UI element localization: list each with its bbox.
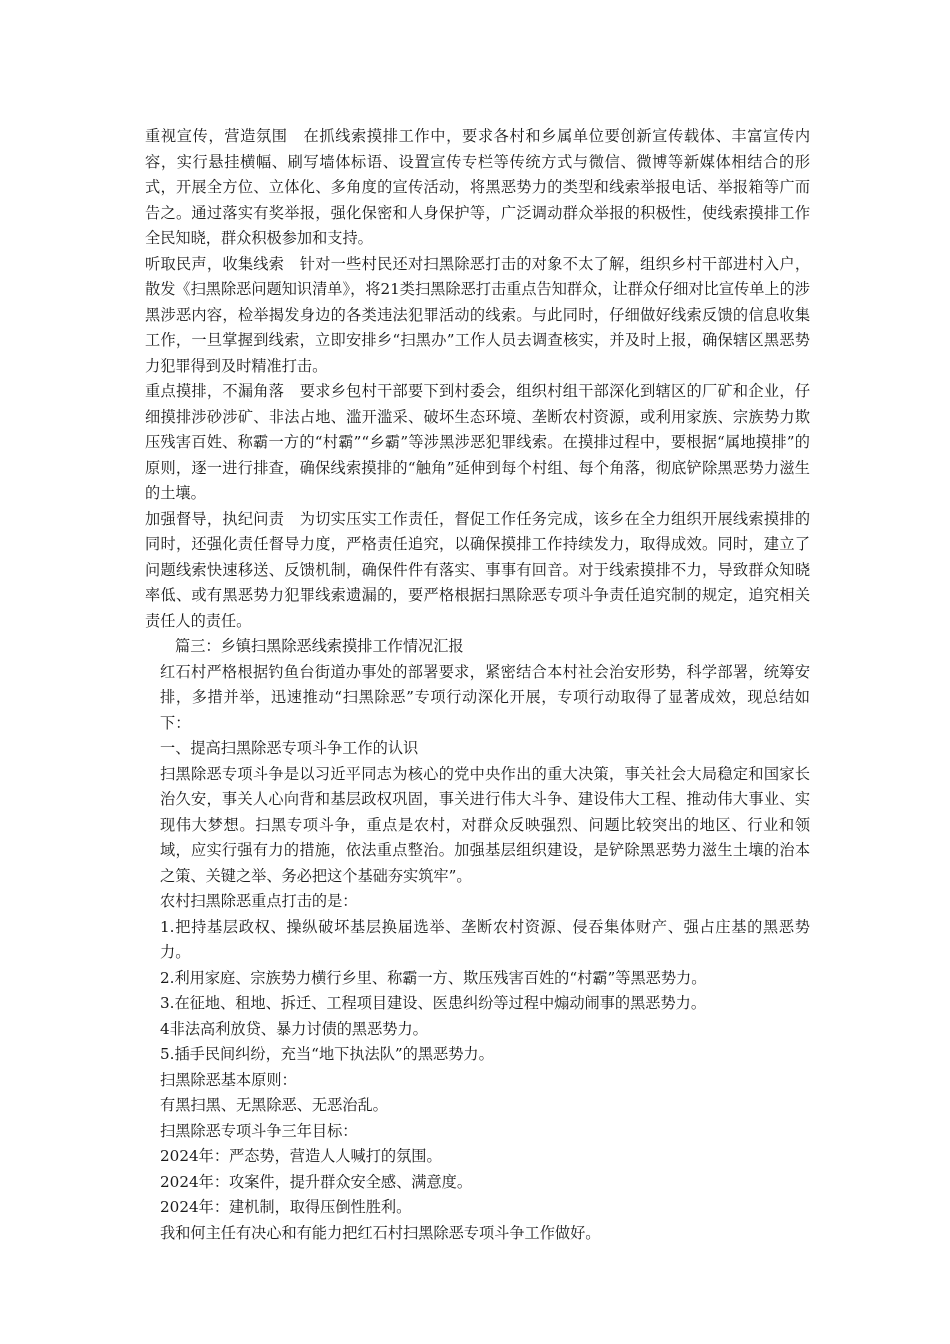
goal-item: 2024年：攻案件，提升群众安全感、满意度。 xyxy=(160,1172,473,1191)
list-item: 1.把持基层政权、操纵破坏基层换届选举、垄断农村资源、侵吞集体财产、强占庄基的黑恶势力。 xyxy=(160,917,810,961)
paragraph-supervision: 加强督导，执纪问责 为切实压实工作责任，督促工作任务完成，该乡在全力组织开展线索摸排的同时，还强化责任督导力度，严格责任追究，以确保摸排工作持续发力，取得成效。同时，建立了问题线索快速移送、反馈机制，确保件件有落实、事事有回音。对于线索摸排不力，导致群众知晓率低、或有黑恶势力犯罪线索遗漏的，要严格根据扫黑除恶专项斗争责任追究制的规定，追究相关责任人的责任。 xyxy=(145,509,810,630)
paragraph-intro: 红石村严格根据钓鱼台街道办事处的部署要求，紧密结合本村社会治安形势，科学部署，统筹安排，多措并举，迅速推动“扫黑除恶”专项行动深化开展，专项行动取得了显著成效，现总结如下： xyxy=(160,662,810,732)
closing-statement: 我和何主任有决心和有能力把红石村扫黑除恶专项斗争工作做好。 xyxy=(160,1223,601,1242)
paragraph-publicity: 重视宣传，营造氛围 在抓线索摸排工作中，要求各村和乡属单位要创新宣传载体、丰富宣传内容，实行悬挂横幅、刷写墙体标语、设置宣传专栏等传统方式与微信、微博等新媒体相结合的形式，开展全方位、立体化、多角度的宣传活动，将黑恶势力的类型和线索举报电话、举报箱等广而告之。通过落实有奖举报，强化保密和人身保护等，广泛调动群众举报的积极性，使线索摸排工作全民知晓，群众积极参加和支持。 xyxy=(145,127,810,247)
goals-label: 扫黑除恶专项斗争三年目标： xyxy=(160,1121,358,1140)
list-item: 4非法高利放贷、暴力讨债的黑恶势力。 xyxy=(160,1019,428,1038)
paragraph-collect-clues: 听取民声，收集线索 针对一些村民还对扫黑除恶打击的对象不太了解，组织乡村干部进村入户，散发《扫黑除恶问题知识清单》，将21类扫黑除恶打击重点告知群众，让群众仔细对比宣传单上的涉黑涉恶内容，检举揭发身边的各类违法犯罪活动的线索。与此同时，仔细做好线索反馈的信息收集工作，一旦掌握到线索，立即安排乡“扫黑办”工作人员去调查核实，并及时上报，确保辖区黑恶势力犯罪得到及时精准打击。 xyxy=(145,254,810,375)
goal-item: 2024年：严态势，营造人人喊打的氛围。 xyxy=(160,1147,442,1165)
principles-text: 有黑扫黑、无黑除恶、无恶治乱。 xyxy=(160,1096,388,1114)
list-intro: 农村扫黑除恶重点打击的是： xyxy=(160,892,358,910)
goal-item: 2024年：建机制，取得压倒性胜利。 xyxy=(160,1198,412,1216)
list-item: 2.利用家庭、宗族势力横行乡里、称霸一方、欺压残害百姓的“村霸”等黑恶势力。 xyxy=(160,968,707,987)
list-item: 3.在征地、租地、拆迁、工程项目建设、医患纠纷等过程中煽动闹事的黑恶势力。 xyxy=(160,994,707,1012)
subheading-awareness: 一、提高扫黑除恶专项斗争工作的认识 xyxy=(160,739,419,757)
paragraph-significance: 扫黑除恶专项斗争是以习近平同志为核心的党中央作出的重大决策，事关社会大局稳定和国家长治久安，事关人心向背和基层政权巩固，事关进行伟大斗争、建设伟大工程、推动伟大事业、实现伟大梦想。扫黑专项斗争，重点是农村，对群众反映强烈、问题比较突出的地区、行业和领域，应实行强有力的措施，依法重点整治。加强基层组织建设，是铲除黑恶势力滋生土壤的治本之策、关键之举、务必把这个基础夯实筑牢”。 xyxy=(160,764,810,885)
paragraph-key-investigation: 重点摸排，不漏角落 要求乡包村干部要下到村委会，组织村组干部深化到辖区的厂矿和企业，仔细摸排涉砂涉矿、非法占地、滥开滥采、破坏生态环境、垄断农村资源，或利用家族、宗族势力欺压残害百姓、称霸一方的“村霸”“乡霸”等涉黑涉恶犯罪线索。在摸排过程中，要根据“属地摸排”的原则，逐一进行排查，确保线索摸排的“触角”延伸到每个村组、每个角落，彻底铲除黑恶势力滋生的土壤。 xyxy=(145,382,810,502)
document-body xyxy=(145,124,810,1246)
list-item: 5.插手民间纠纷，充当“地下执法队”的黑恶势力。 xyxy=(160,1045,494,1063)
section-heading: 篇三：乡镇扫黑除恶线索摸排工作情况汇报 xyxy=(175,637,464,655)
principles-label: 扫黑除恶基本原则： xyxy=(160,1070,297,1089)
